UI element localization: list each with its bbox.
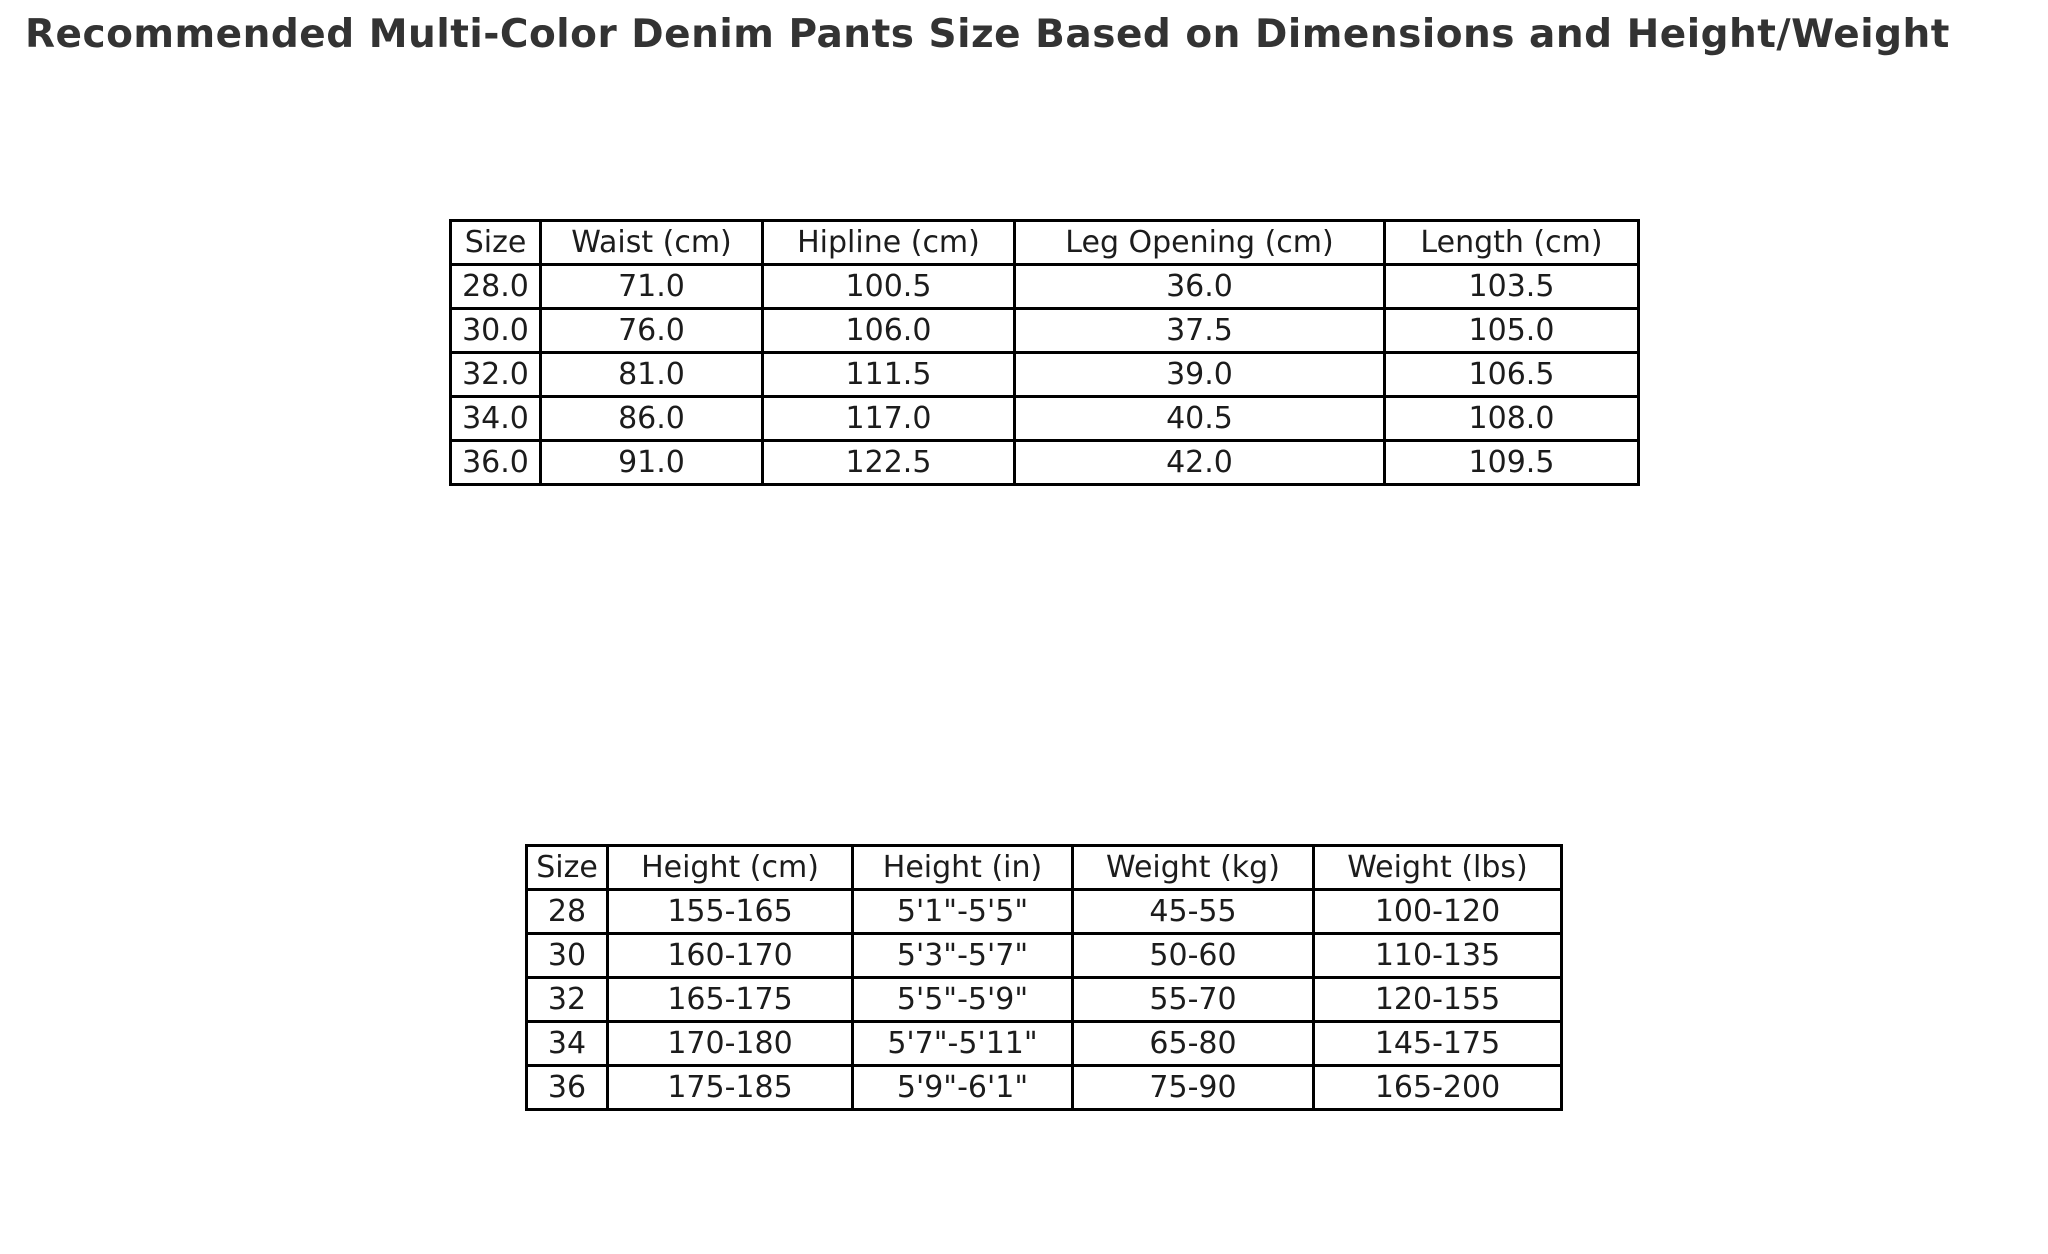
table-cell: 36 <box>527 1066 608 1110</box>
table-row <box>527 1066 1562 1110</box>
table-cell: 108.0 <box>1385 397 1639 441</box>
column-header: Leg Opening (cm) <box>1015 221 1385 265</box>
page-title: Recommended Multi-Color Denim Pants Size Based on Dimensions and Height/Weight <box>25 12 1950 57</box>
table-cell: 40.5 <box>1015 397 1385 441</box>
table-cell: 71.0 <box>541 265 763 309</box>
table-cell: 50-60 <box>1073 934 1314 978</box>
table-cell: 30 <box>527 934 608 978</box>
column-header: Waist (cm) <box>541 221 763 265</box>
table-cell: 165-200 <box>1314 1066 1562 1110</box>
table-cell: 105.0 <box>1385 309 1639 353</box>
table-header-row <box>527 846 1562 890</box>
table-cell: 5'9"-6'1" <box>853 1066 1073 1110</box>
table-row <box>451 397 1639 441</box>
table-cell: 165-175 <box>608 978 853 1022</box>
table-cell: 55-70 <box>1073 978 1314 1022</box>
table-row <box>527 890 1562 934</box>
table-row <box>527 978 1562 1022</box>
table-cell: 34 <box>527 1022 608 1066</box>
table-cell: 120-155 <box>1314 978 1562 1022</box>
table-cell: 100.5 <box>763 265 1015 309</box>
table-cell: 175-185 <box>608 1066 853 1110</box>
table-cell: 32 <box>527 978 608 1022</box>
table-row <box>451 353 1639 397</box>
table-cell: 76.0 <box>541 309 763 353</box>
table-cell: 32.0 <box>451 353 541 397</box>
table-cell: 34.0 <box>451 397 541 441</box>
table-cell: 5'3"-5'7" <box>853 934 1073 978</box>
column-header: Height (in) <box>853 846 1073 890</box>
table-row <box>451 441 1639 485</box>
table-cell: 5'5"-5'9" <box>853 978 1073 1022</box>
column-header: Size <box>451 221 541 265</box>
table-cell: 65-80 <box>1073 1022 1314 1066</box>
table-cell: 122.5 <box>763 441 1015 485</box>
table-cell: 160-170 <box>608 934 853 978</box>
table-cell: 117.0 <box>763 397 1015 441</box>
column-header: Hipline (cm) <box>763 221 1015 265</box>
column-header: Size <box>527 846 608 890</box>
table-cell: 30.0 <box>451 309 541 353</box>
column-header: Height (cm) <box>608 846 853 890</box>
column-header: Length (cm) <box>1385 221 1639 265</box>
table-header-row <box>451 221 1639 265</box>
table-cell: 145-175 <box>1314 1022 1562 1066</box>
table-row <box>451 265 1639 309</box>
column-header: Weight (kg) <box>1073 846 1314 890</box>
table-cell: 5'7"-5'11" <box>853 1022 1073 1066</box>
table-cell: 111.5 <box>763 353 1015 397</box>
table-cell: 28.0 <box>451 265 541 309</box>
table-cell: 36.0 <box>451 441 541 485</box>
table-cell: 86.0 <box>541 397 763 441</box>
table-cell: 42.0 <box>1015 441 1385 485</box>
table-cell: 103.5 <box>1385 265 1639 309</box>
table-row <box>451 309 1639 353</box>
table-cell: 28 <box>527 890 608 934</box>
table-cell: 39.0 <box>1015 353 1385 397</box>
table-cell: 45-55 <box>1073 890 1314 934</box>
table-cell: 109.5 <box>1385 441 1639 485</box>
table-cell: 106.0 <box>763 309 1015 353</box>
table-cell: 110-135 <box>1314 934 1562 978</box>
table-cell: 100-120 <box>1314 890 1562 934</box>
table-cell: 36.0 <box>1015 265 1385 309</box>
height-weight-table <box>525 844 1563 1111</box>
table-cell: 5'1"-5'5" <box>853 890 1073 934</box>
table-cell: 91.0 <box>541 441 763 485</box>
table-cell: 75-90 <box>1073 1066 1314 1110</box>
column-header: Weight (lbs) <box>1314 846 1562 890</box>
table-row <box>527 934 1562 978</box>
table-cell: 155-165 <box>608 890 853 934</box>
table-cell: 81.0 <box>541 353 763 397</box>
table-cell: 37.5 <box>1015 309 1385 353</box>
table-row <box>527 1022 1562 1066</box>
table-cell: 106.5 <box>1385 353 1639 397</box>
table-cell: 170-180 <box>608 1022 853 1066</box>
size-dimensions-table <box>449 219 1640 486</box>
